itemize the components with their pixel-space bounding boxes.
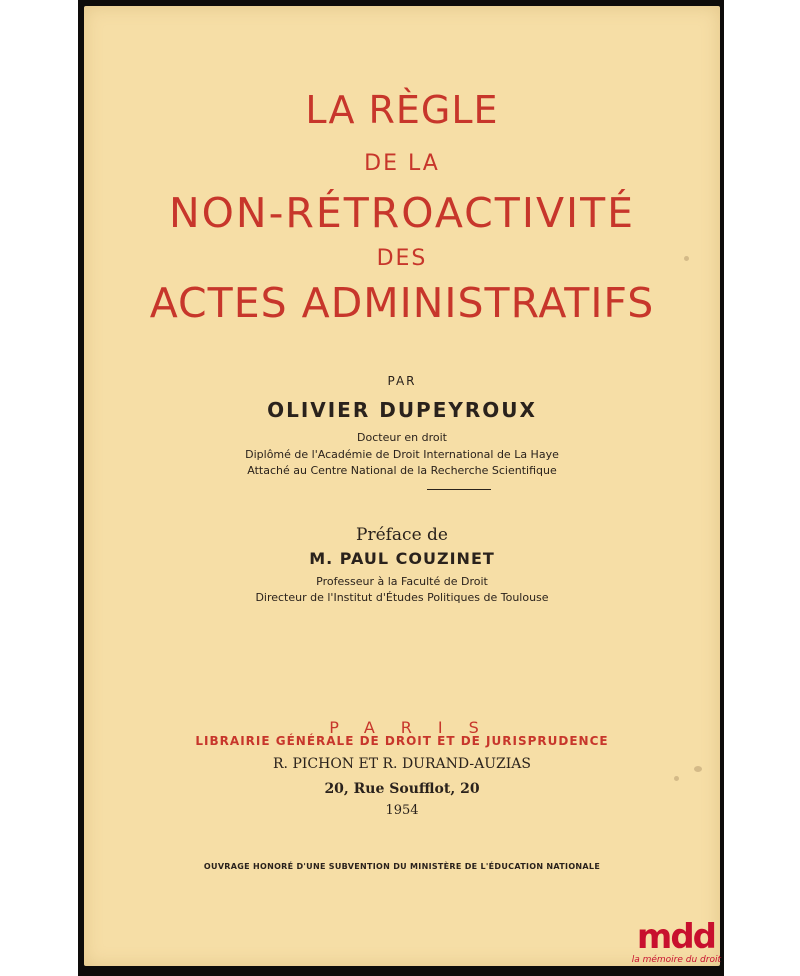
- publisher-address: 20, Rue Soufflot, 20: [324, 781, 480, 797]
- printer-name: R. PICHON ET R. DURAND-AUZIAS: [273, 756, 531, 772]
- preface-credential: Directeur de l'Institut d'Études Politiques de Toulouse: [255, 591, 549, 604]
- author-credential: Diplômé de l'Académie de Droit International de La Haye: [245, 448, 559, 461]
- subsidy-note: OUVRAGE HONORÉ D'UNE SUBVENTION DU MINISTÈRE DE L'ÉDUCATION NATIONALE: [203, 862, 601, 871]
- mdd-logo: [631, 917, 721, 965]
- mdd-logo-mark: mdd: [636, 917, 715, 957]
- preface-author: M. PAUL COUZINET: [309, 549, 495, 568]
- publisher-name: LIBRAIRIE GÉNÉRALE DE DROIT ET DE JURISPRUDENCE: [195, 734, 609, 748]
- publisher-city: PARIS: [329, 718, 505, 737]
- divider: [427, 489, 491, 490]
- title-line-2: DE LA: [364, 151, 440, 176]
- mdd-logo-tagline: la mémoire du droit: [631, 955, 721, 965]
- title-line-3: NON-RÉTROACTIVITÉ: [168, 189, 636, 237]
- author-credential: Docteur en droit: [357, 431, 447, 444]
- publication-year: 1954: [385, 803, 419, 818]
- preface-label: Préface de: [356, 525, 448, 545]
- title-line-1: LA RÈGLE: [305, 88, 499, 132]
- author-name: OLIVIER DUPEYROUX: [267, 398, 537, 422]
- by-label: PAR: [387, 374, 417, 388]
- book-cover: [84, 6, 720, 966]
- title-line-4: DES: [376, 246, 428, 271]
- title-line-5: ACTES ADMINISTRATIFS: [149, 279, 655, 327]
- author-credential: Attaché au Centre National de la Recherche Scientifique: [247, 464, 557, 477]
- preface-credential: Professeur à la Faculté de Droit: [316, 575, 488, 588]
